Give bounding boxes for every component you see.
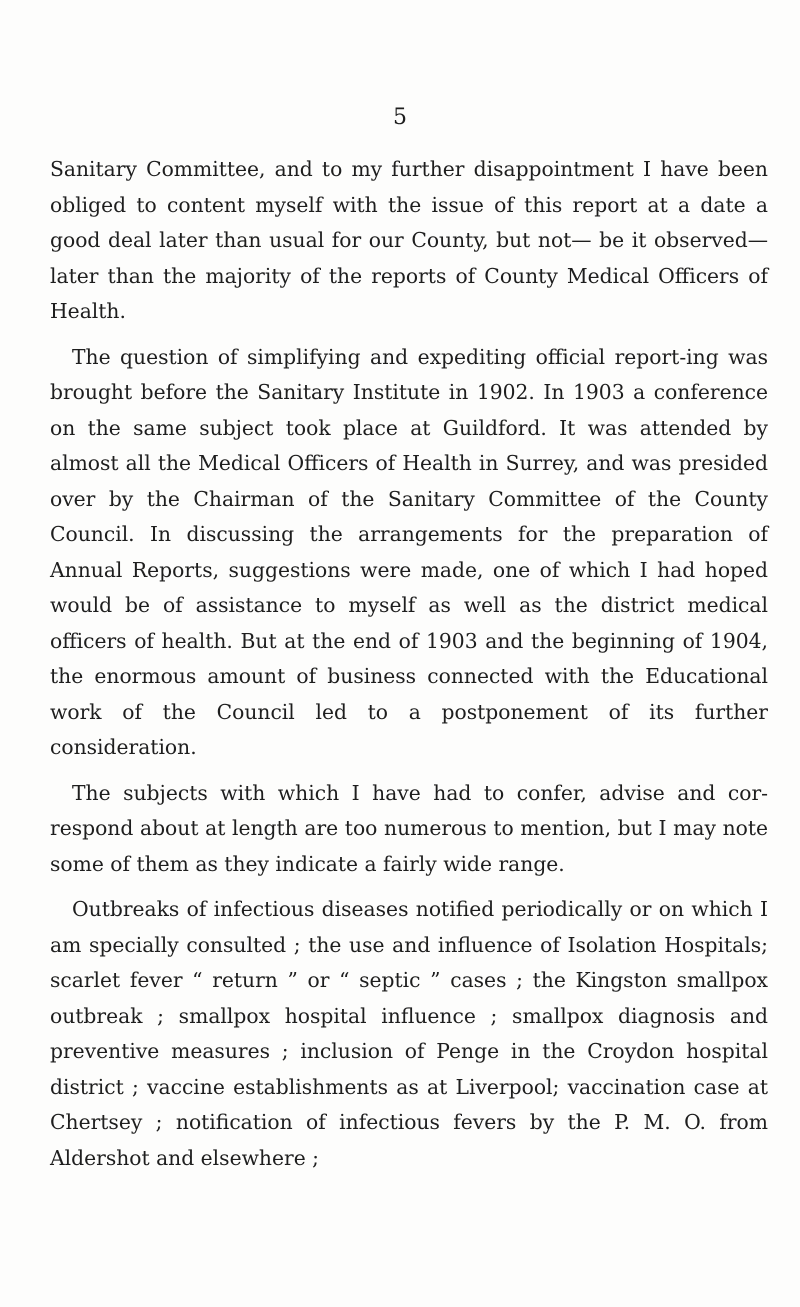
paragraph-4: Outbreaks of infectious diseases notified periodically or on which I am specially consulted ; the use and influence of Isolation Hospitals; scarlet fever “ return ” or “ septic ” cases ; the Kingston smallpox outbreak ; smallpox hospital influence ; smallpox diagnosis and preventive measures ; inclusion of Penge in the Croydon hospital district ; vaccine establishments as at Liverpool; vaccination case at Chertsey ; notification of infectious fevers by the P. M. O. from Aldershot and elsewhere ; [50,897,768,1170]
paragraph-1: Sanitary Committee, and to my further disappointment I have been obliged to content myself with the issue of this report at a date a good deal later than usual for our County, but not— be it observed—later than the majority of the reports of County Medical Officers of Health. [50,157,768,323]
body-text [50,152,768,1176]
paragraph-3: The subjects with which I have had to confer, advise and cor-respond about at length are too numerous to mention, but I may note some of them as they indicate a fairly wide range. [50,780,768,876]
page-number: 5 [393,105,407,130]
paragraph-2: The question of simplifying and expediting official report-ing was brought before the Sanitary Institute in 1902. In 1903 a conference on the same subject took place at Guildford. It was attended by almost all the Medical Officers of Health in Surrey, and was presided over by the Chairman of the Sanitary Committee of the County Council. In discussing the arrangements for the preparation of Annual Reports, suggestions were made, one of which I had hoped would be of assistance to myself as well as the district medical officers of health. But at the end of 1903 and the beginning of 1904, the enormous amount of business connected with the Educational work of the Council led to a postponement of its further consideration. [50,344,768,759]
